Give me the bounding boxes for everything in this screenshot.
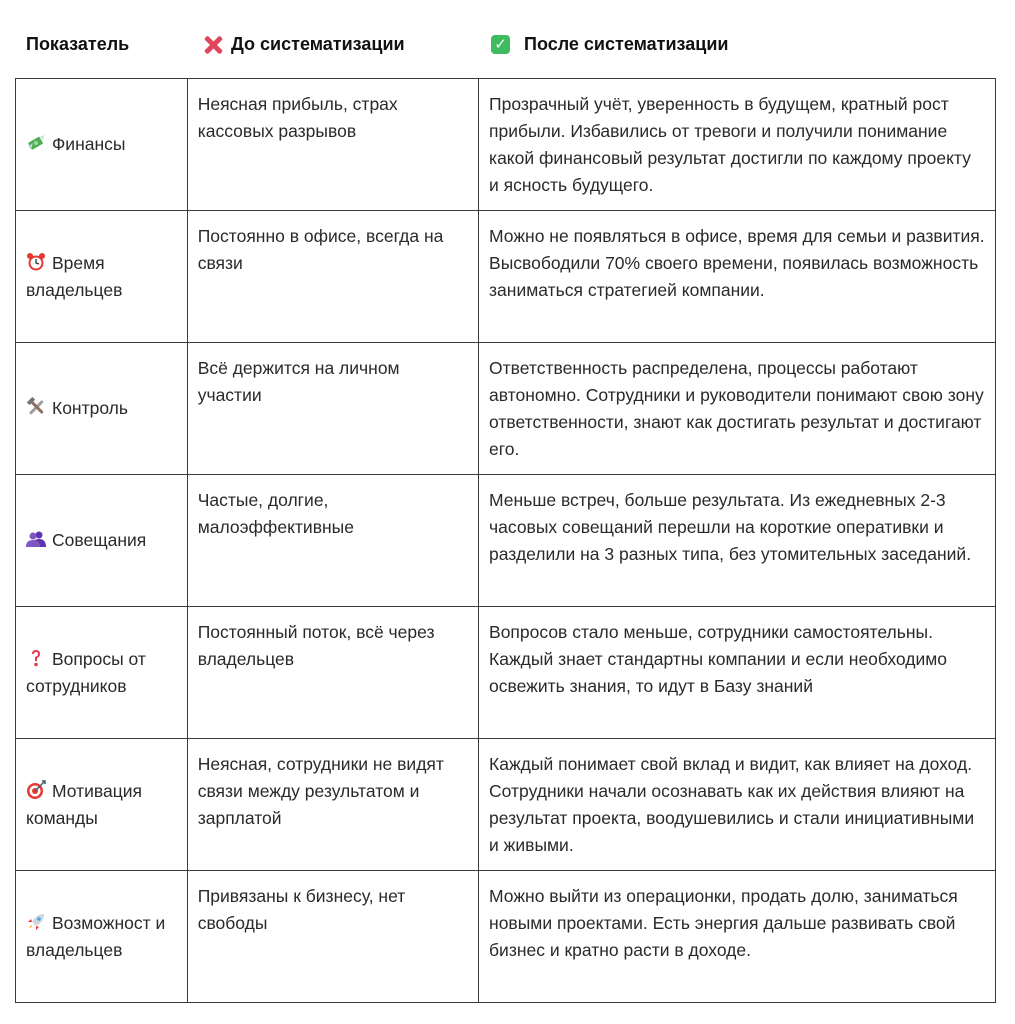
indicator-label: Возможност и владельцев [26,912,166,960]
indicator-label: Контроль [52,398,129,418]
cross-mark-icon [203,35,223,55]
table-row [16,79,996,211]
rocket-icon [26,912,46,932]
header-before-label: До систематизации [231,34,405,54]
indicator-cell [16,871,188,1003]
after-cell: Прозрачный учёт, уверенность в будущем, кратный рост прибыли. Избавились от тревоги и получили понимание какой финансовый результат достигли по каждому проекту и ясность будущего. [479,79,996,211]
header-before [203,34,405,55]
indicator-label: Совещания [52,530,147,550]
before-cell: Неясная прибыль, страх кассовых разрывов [187,79,478,211]
before-cell: Неясная, сотрудники не видят связи между результатом и зарплатой [187,739,478,871]
money-with-wings-icon [26,133,46,153]
after-cell: Меньше встреч, больше результата. Из ежедневных 2-3 часовых совещаний перешли на короткие оперативки и разделили на 3 разных типа, без утомительных заседаний. [479,475,996,607]
header-after-label: После систематизации [524,34,729,54]
after-cell: Можно не появляться в офисе, время для семьи и развития. Высвободили 70% своего времени, появилась возможность заниматься стратегией компании. [479,211,996,343]
after-cell: Каждый понимает свой вклад и видит, как влияет на доход. Сотрудники начали осознавать как их действия влияют на результат проекта, воодушевились и стали инициативными и живыми. [479,739,996,871]
indicator-cell [16,343,188,475]
indicator-cell [16,607,188,739]
table-row [16,475,996,607]
indicator-label: Финансы [52,134,126,154]
alarm-clock-icon [26,252,46,272]
question-mark-icon [26,648,46,668]
indicator-cell [16,739,188,871]
table-row [16,607,996,739]
indicator-cell [16,79,188,211]
header-indicator [26,34,129,55]
before-cell: Привязаны к бизнесу, нет свободы [187,871,478,1003]
header-after [491,34,728,55]
indicator-cell [16,475,188,607]
indicator-label: Время владельцев [26,252,123,300]
table-row [16,871,996,1003]
table-header [0,34,1015,62]
after-cell: Можно выйти из операционки, продать долю, заниматься новыми проектами. Есть энергия дальше развивать свой бизнес и кратно расти в доходе. [479,871,996,1003]
indicator-label: Мотивация команды [26,780,143,828]
before-cell: Постоянный поток, всё через владельцев [187,607,478,739]
busts-in-silhouette-icon [26,529,46,549]
after-cell: Ответственность распределена, процессы работают автономно. Сотрудники и руководители понимают свою зону ответственности, знают как достигать результат и достигают его. [479,343,996,475]
indicator-cell [16,211,188,343]
table-row [16,343,996,475]
header-indicator-label: Показатель [26,34,130,54]
table-row [16,211,996,343]
indicator-label: Вопросы от сотрудников [26,648,146,696]
hammer-and-wrench-icon [26,397,46,417]
after-cell: Вопросов стало меньше, сотрудники самостоятельны. Каждый знает стандартны компании и если необходимо освежить знания, то идут в Базу знаний [479,607,996,739]
before-cell: Частые, долгие, малоэффективные [187,475,478,607]
check-mark-icon: ✓ [491,35,510,54]
table-row [16,739,996,871]
before-cell: Всё держится на личном участии [187,343,478,475]
before-cell: Постоянно в офисе, всегда на связи [187,211,478,343]
comparison-table [15,78,996,1003]
direct-hit-target-icon [26,780,46,800]
